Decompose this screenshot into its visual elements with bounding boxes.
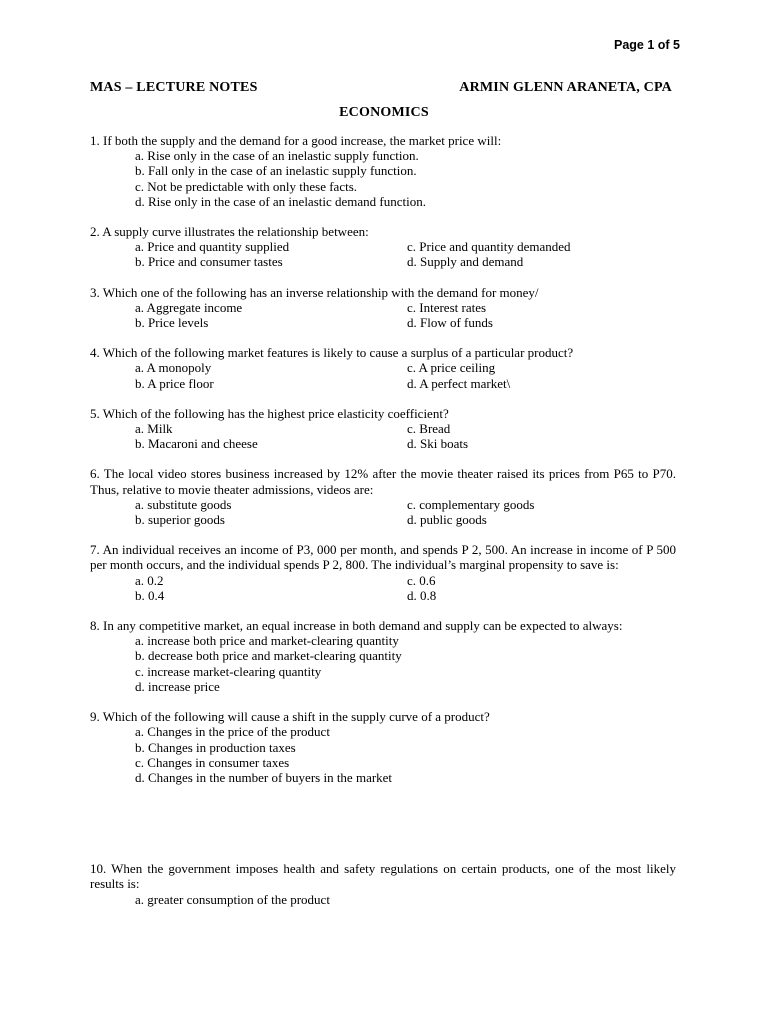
question-8 xyxy=(90,618,676,694)
option-d: d. Supply and demand xyxy=(407,254,524,270)
page-title: ECONOMICS xyxy=(339,105,429,120)
question-stem: 8. In any competitive market, an equal increase in both demand and supply can be expected to always: xyxy=(90,618,623,634)
option-b: b. Macaroni and cheese xyxy=(135,436,258,452)
option-a: a. Price and quantity supplied xyxy=(135,239,290,255)
option-c: c. Interest rates xyxy=(407,299,487,315)
author-name: ARMIN GLENN ARANETA, CPA xyxy=(459,80,672,95)
question-stem: 1. If both the supply and the demand for a good increase, the market price will: xyxy=(90,133,502,148)
question-list xyxy=(90,133,676,922)
question-4 xyxy=(90,345,676,391)
question-5 xyxy=(90,406,676,452)
option-c: c. Not be predictable with only these facts. xyxy=(135,178,358,194)
option-d: d. Ski boats xyxy=(407,436,469,452)
option-b: b. Changes in production taxes xyxy=(135,739,296,755)
question-3 xyxy=(90,285,676,331)
option-b: b. A price floor xyxy=(135,375,214,391)
option-a: a. increase both price and market-clearing quantity xyxy=(135,633,399,649)
question-2 xyxy=(90,224,676,270)
question-stem: 10. When the government imposes health and safety regulations on certain products, one of the most likely results is: xyxy=(90,861,676,892)
option-list xyxy=(90,892,676,907)
option-d: d. Flow of funds xyxy=(407,315,493,331)
option-grid xyxy=(90,300,676,330)
option-a: a. A monopoly xyxy=(135,360,212,376)
option-a: a. Milk xyxy=(135,421,173,437)
option-grid xyxy=(90,497,676,527)
page-number: Page 1 of 5 xyxy=(614,38,680,52)
option-grid xyxy=(90,239,676,269)
option-c: c. Bread xyxy=(407,421,451,437)
option-b: b. Price and consumer tastes xyxy=(135,254,283,270)
option-c: c. 0.6 xyxy=(407,572,436,588)
option-b: b. 0.4 xyxy=(135,587,165,603)
option-d: d. 0.8 xyxy=(407,587,437,603)
option-b: b. superior goods xyxy=(135,512,225,528)
question-stem: 3. Which one of the following has an inverse relationship with the demand for money/ xyxy=(90,284,539,300)
option-b: b. decrease both price and market-clearing quantity xyxy=(135,648,402,664)
option-d: d. increase price xyxy=(135,678,220,694)
question-stem: 4. Which of the following market features is likely to cause a surplus of a particular product? xyxy=(90,345,574,361)
document-header xyxy=(90,80,672,96)
option-grid xyxy=(90,573,676,603)
question-stem: 7. An individual receives an income of P3, 000 per month, and spends P 2, 500. An increase in income of P 500 per month occurs, and the individual spends P 2, 800. The individual’s marginal propensity to save is: xyxy=(90,542,676,573)
option-list xyxy=(90,724,676,785)
option-d: d. A perfect market\ xyxy=(407,375,511,391)
question-stem: 2. A supply curve illustrates the relationship between: xyxy=(90,224,369,240)
option-a: a. Rise only in the case of an inelastic supply function. xyxy=(135,148,419,164)
option-d: d. public goods xyxy=(407,512,487,528)
option-a: a. greater consumption of the product xyxy=(135,891,330,907)
option-d: d. Rise only in the case of an inelastic demand function. xyxy=(135,193,426,209)
question-stem: 6. The local video stores business increased by 12% after the movie theater raised its prices from P65 to P70. Thus, relative to movie theater admissions, videos are: xyxy=(90,466,676,497)
question-stem: 5. Which of the following has the highest price elasticity coefficient? xyxy=(90,405,449,421)
option-a: a. substitute goods xyxy=(135,496,232,512)
option-list xyxy=(90,148,676,209)
option-a: a. Aggregate income xyxy=(135,299,243,315)
question-7 xyxy=(90,542,676,603)
option-list xyxy=(90,633,676,694)
option-d: d. Changes in the number of buyers in the market xyxy=(135,769,393,785)
question-10 xyxy=(90,861,676,907)
option-c: c. complementary goods xyxy=(407,496,535,512)
option-b: b. Fall only in the case of an inelastic supply function. xyxy=(135,163,417,179)
question-9 xyxy=(90,709,676,785)
option-a: a. 0.2 xyxy=(135,572,164,588)
course-title: MAS – LECTURE NOTES xyxy=(90,80,258,95)
option-c: c. Price and quantity demanded xyxy=(407,239,571,255)
question-stem: 9. Which of the following will cause a shift in the supply curve of a product? xyxy=(90,709,490,725)
option-grid xyxy=(90,421,676,451)
option-a: a. Changes in the price of the product xyxy=(135,724,330,740)
option-grid xyxy=(90,360,676,390)
option-b: b. Price levels xyxy=(135,315,209,331)
question-6 xyxy=(90,466,676,527)
option-c: c. A price ceiling xyxy=(407,360,496,376)
question-1 xyxy=(90,133,676,209)
option-c: c. increase market-clearing quantity xyxy=(135,663,322,679)
blank-space xyxy=(90,800,676,861)
option-c: c. Changes in consumer taxes xyxy=(135,754,290,770)
